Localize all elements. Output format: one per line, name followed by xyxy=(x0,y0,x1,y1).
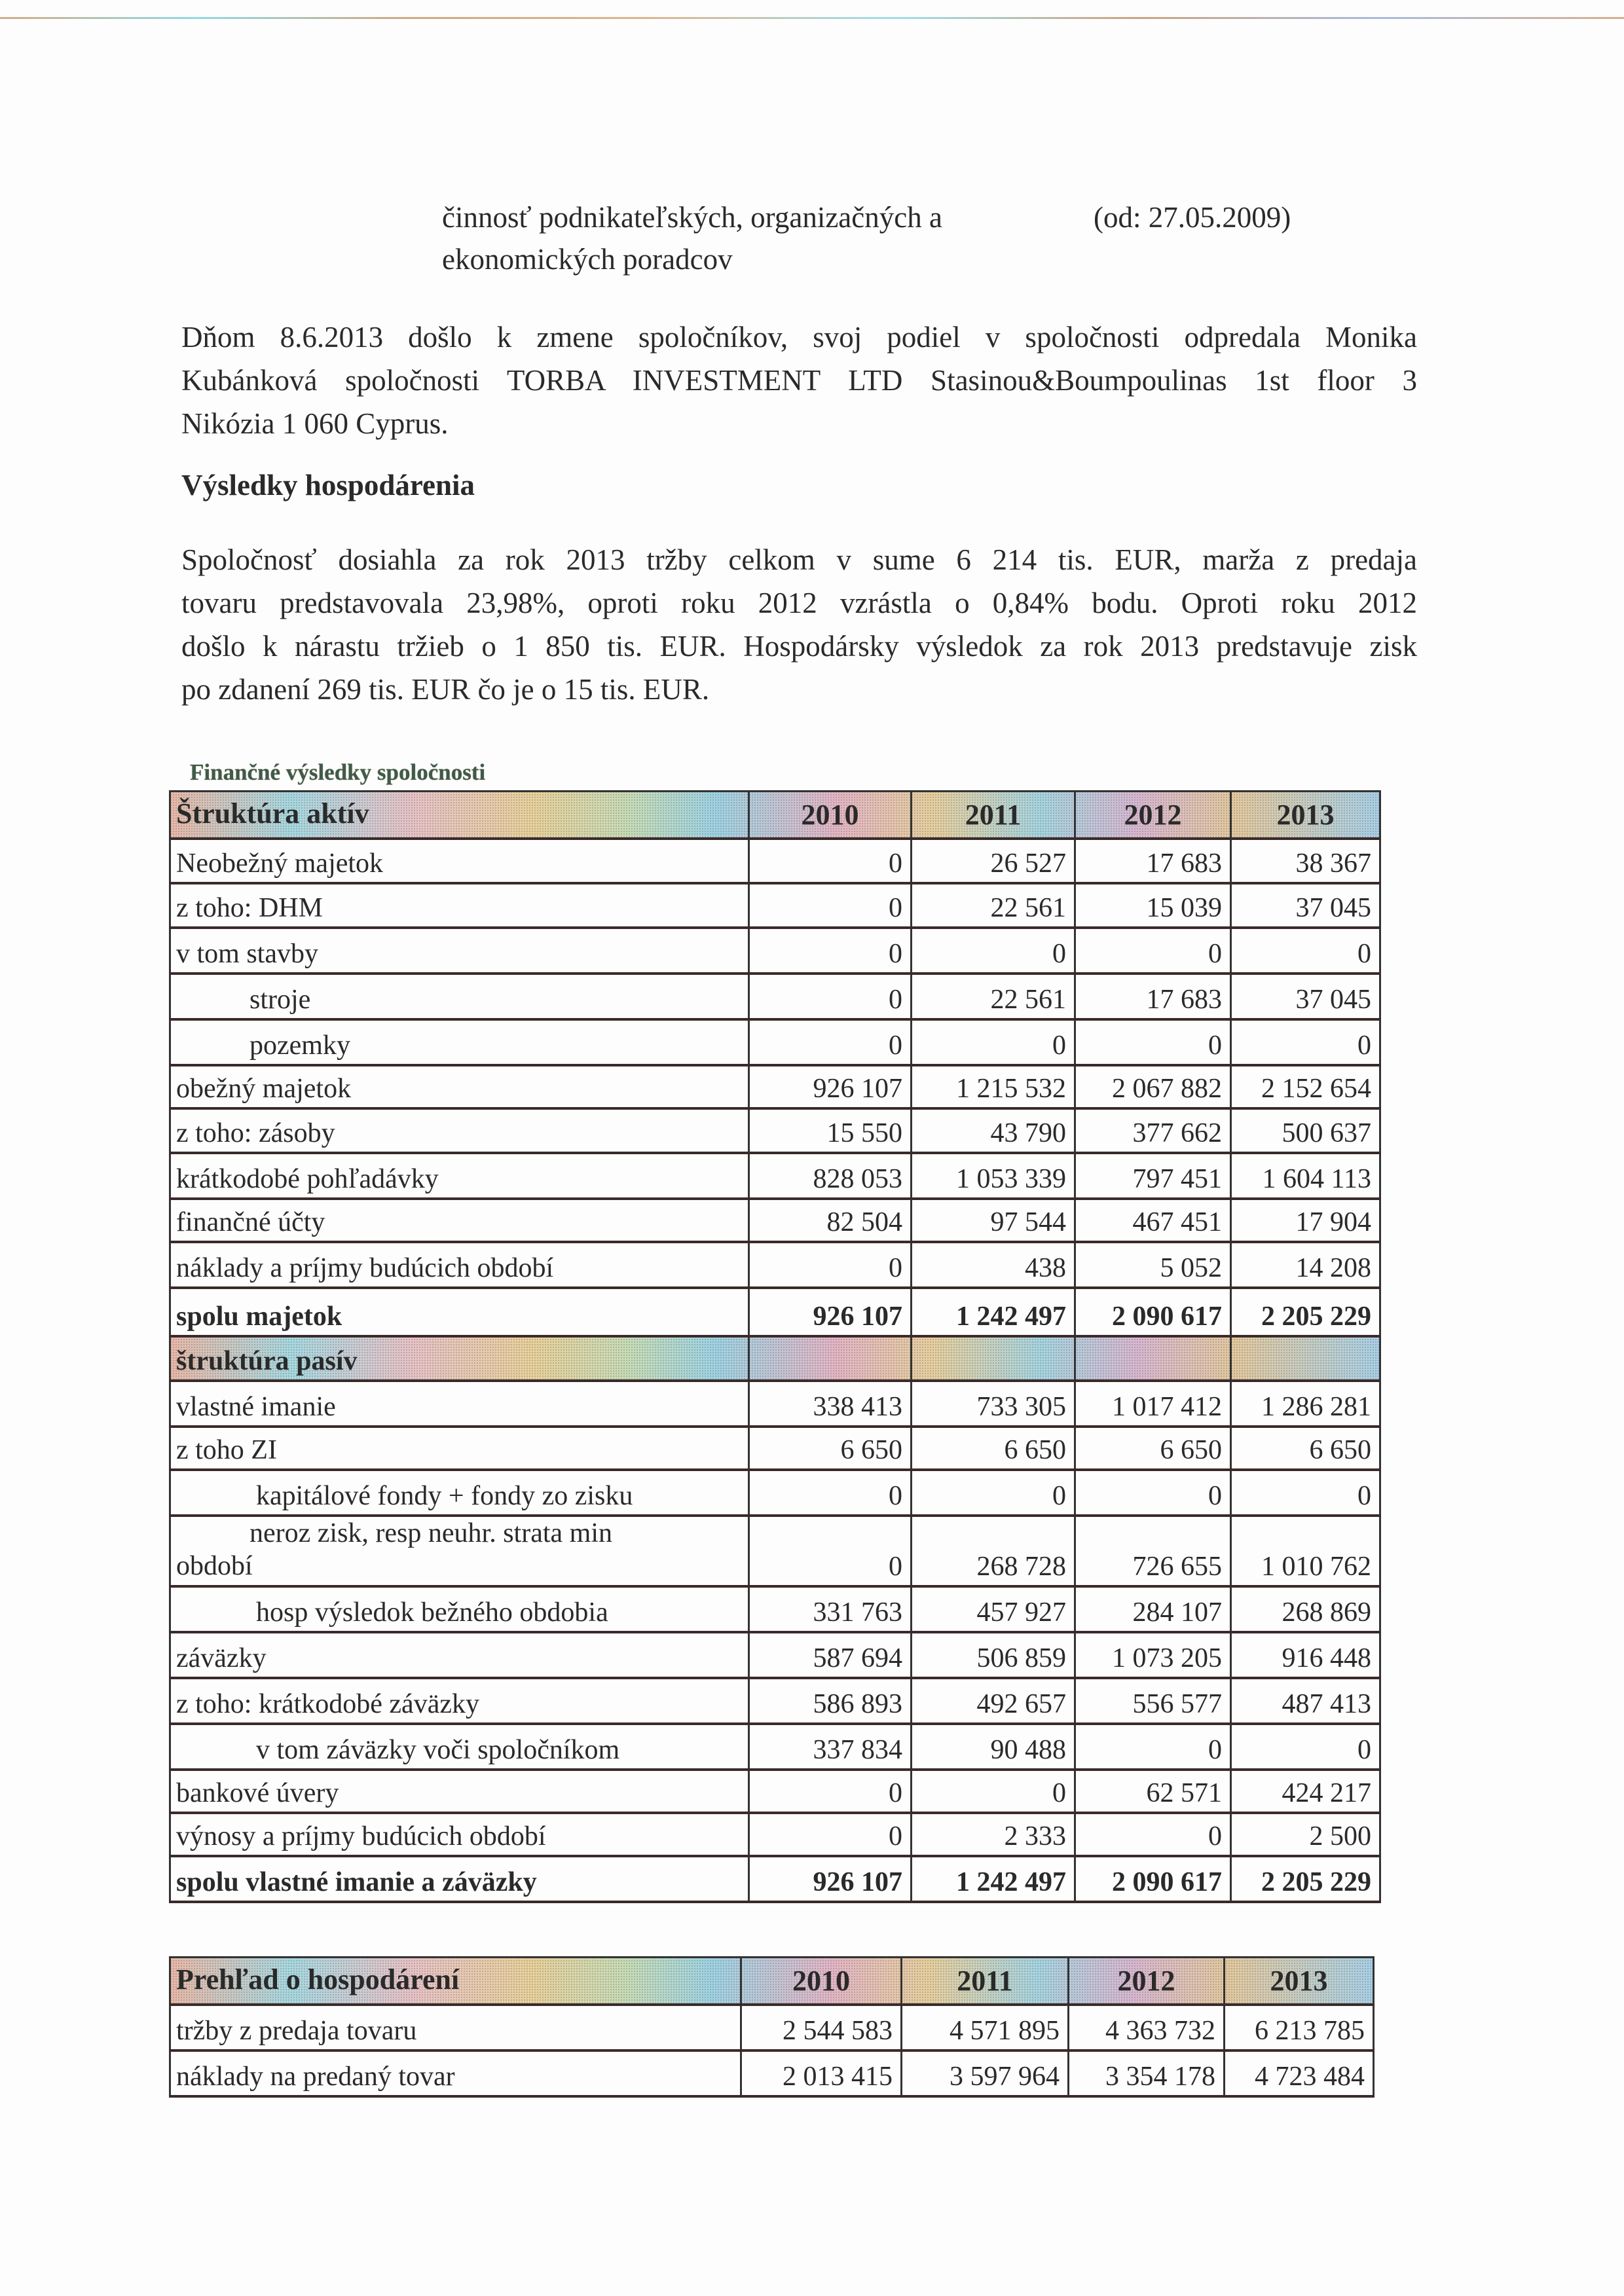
paragraph-line: Nikózia 1 060 Cyprus. xyxy=(181,407,449,440)
results-paragraph xyxy=(181,538,1417,711)
value-cell: 0 xyxy=(1231,1470,1380,1516)
value-cell: 457 927 xyxy=(912,1586,1075,1632)
value-cell: 2 090 617 xyxy=(1075,1288,1231,1336)
value-cell: 0 xyxy=(749,928,912,974)
table-row xyxy=(170,2005,1374,2050)
value-cell: 438 xyxy=(912,1242,1075,1288)
value-cell: 0 xyxy=(749,1019,912,1065)
value-cell: 0 xyxy=(1075,1813,1231,1856)
row-label: v tom stavby xyxy=(170,928,749,974)
table-row xyxy=(170,1153,1380,1199)
value-cell: 556 577 xyxy=(1075,1678,1231,1724)
row-label-line-1: neroz zisk, resp neuhr. strata min xyxy=(249,1518,612,1548)
table-row xyxy=(170,2050,1374,2096)
value-cell: 1 242 497 xyxy=(912,1856,1075,1902)
value-cell: 0 xyxy=(912,928,1075,974)
section-header-cell xyxy=(749,1336,912,1381)
value-cell: 1 242 497 xyxy=(912,1288,1075,1336)
row-label: náklady a príjmy budúcich období xyxy=(170,1242,749,1288)
table-row xyxy=(170,883,1380,928)
results-section-title: Výsledky hospodárenia xyxy=(181,469,475,501)
year-header: 2012 xyxy=(1069,1958,1225,2005)
value-cell: 916 448 xyxy=(1231,1632,1380,1678)
value-cell: 6 213 785 xyxy=(1225,2005,1374,2050)
value-cell: 586 893 xyxy=(749,1678,912,1724)
value-cell: 2 205 229 xyxy=(1231,1856,1380,1902)
value-cell: 4 723 484 xyxy=(1225,2050,1374,2096)
value-cell: 0 xyxy=(749,1770,912,1813)
value-cell: 2 152 654 xyxy=(1231,1065,1380,1108)
value-cell: 0 xyxy=(1075,1019,1231,1065)
value-cell: 5 052 xyxy=(1075,1242,1231,1288)
year-header: 2010 xyxy=(741,1958,902,2005)
value-cell: 1 010 762 xyxy=(1231,1516,1380,1586)
value-cell: 0 xyxy=(912,1470,1075,1516)
value-cell: 4 571 895 xyxy=(902,2005,1069,2050)
section-header-cell xyxy=(912,1336,1075,1381)
value-cell: 926 107 xyxy=(749,1065,912,1108)
value-cell: 2 333 xyxy=(912,1813,1075,1856)
row-label: náklady na predaný tovar xyxy=(170,2050,741,2096)
value-cell: 0 xyxy=(749,839,912,883)
section-header-cell xyxy=(1075,1336,1231,1381)
value-cell: 926 107 xyxy=(749,1856,912,1902)
value-cell: 3 597 964 xyxy=(902,2050,1069,2096)
value-cell: 62 571 xyxy=(1075,1770,1231,1813)
value-cell: 0 xyxy=(749,1242,912,1288)
section-header-label: štruktúra pasív xyxy=(170,1336,749,1381)
value-cell: 0 xyxy=(749,1470,912,1516)
value-cell: 2 013 415 xyxy=(741,2050,902,2096)
value-cell: 2 067 882 xyxy=(1075,1065,1231,1108)
value-cell: 6 650 xyxy=(912,1427,1075,1470)
row-label: spolu vlastné imanie a záväzky xyxy=(170,1856,749,1902)
value-cell: 37 045 xyxy=(1231,883,1380,928)
value-cell: 1 286 281 xyxy=(1231,1381,1380,1427)
table-row xyxy=(170,1019,1380,1065)
year-header: 2011 xyxy=(902,1958,1069,2005)
value-cell: 1 053 339 xyxy=(912,1153,1075,1199)
value-cell: 97 544 xyxy=(912,1199,1075,1242)
value-cell: 38 367 xyxy=(1231,839,1380,883)
table-row xyxy=(170,1516,1380,1586)
table-row xyxy=(170,1065,1380,1108)
value-cell: 0 xyxy=(1075,928,1231,974)
table-row xyxy=(170,1242,1380,1288)
table-row xyxy=(170,1856,1380,1902)
value-cell: 726 655 xyxy=(1075,1516,1231,1586)
value-cell: 0 xyxy=(749,974,912,1019)
row-label: z toho: zásoby xyxy=(170,1108,749,1153)
value-cell: 14 208 xyxy=(1231,1242,1380,1288)
value-cell: 17 683 xyxy=(1075,974,1231,1019)
year-header: 2013 xyxy=(1231,792,1380,839)
table-row xyxy=(170,1427,1380,1470)
table-row xyxy=(170,1470,1380,1516)
table-row xyxy=(170,1199,1380,1242)
value-cell: 6 650 xyxy=(1231,1427,1380,1470)
value-cell: 2 500 xyxy=(1231,1813,1380,1856)
value-cell: 0 xyxy=(912,1770,1075,1813)
row-label: stroje xyxy=(170,974,749,1019)
business-overview-table xyxy=(169,1956,1375,2098)
table-row xyxy=(170,1770,1380,1813)
row-label: tržby z predaja tovaru xyxy=(170,2005,741,2050)
row-label: spolu majetok xyxy=(170,1288,749,1336)
row-label-line-2: období xyxy=(176,1550,253,1581)
row-label xyxy=(170,1516,749,1586)
section-header-label: Štruktúra aktív xyxy=(170,792,749,839)
table-row xyxy=(170,1586,1380,1632)
table-row xyxy=(170,1108,1380,1153)
value-cell: 15 550 xyxy=(749,1108,912,1153)
value-cell: 467 451 xyxy=(1075,1199,1231,1242)
value-cell: 0 xyxy=(1231,1724,1380,1770)
table-row xyxy=(170,1381,1380,1427)
value-cell: 733 305 xyxy=(912,1381,1075,1427)
paragraph-line: po zdanení 269 tis. EUR čo je o 15 tis. EUR. xyxy=(181,673,710,706)
value-cell: 26 527 xyxy=(912,839,1075,883)
row-label: Neobežný majetok xyxy=(170,839,749,883)
value-cell: 487 413 xyxy=(1231,1678,1380,1724)
year-header: 2013 xyxy=(1225,1958,1374,2005)
value-cell: 587 694 xyxy=(749,1632,912,1678)
paragraph-line: Dňom 8.6.2013 došlo k zmene spoločníkov, svoj podiel v spoločnosti odpredala Monika xyxy=(181,321,1417,354)
page-top-rule xyxy=(0,17,1624,19)
financial-table-caption: Finančné výsledky spoločnosti xyxy=(190,759,486,785)
section-header-label: Prehľad o hospodárení xyxy=(170,1958,741,2005)
row-label: výnosy a príjmy budúcich období xyxy=(170,1813,749,1856)
value-cell: 2 205 229 xyxy=(1231,1288,1380,1336)
row-label: krátkodobé pohľadávky xyxy=(170,1153,749,1199)
value-cell: 0 xyxy=(1075,1724,1231,1770)
row-label: záväzky xyxy=(170,1632,749,1678)
value-cell: 6 650 xyxy=(1075,1427,1231,1470)
value-cell: 377 662 xyxy=(1075,1108,1231,1153)
row-label: z toho ZI xyxy=(170,1427,749,1470)
year-header: 2010 xyxy=(749,792,912,839)
table-row xyxy=(170,1678,1380,1724)
value-cell: 268 728 xyxy=(912,1516,1075,1586)
value-cell: 4 363 732 xyxy=(1069,2005,1225,2050)
liabilities-header-row xyxy=(170,1336,1380,1381)
paragraph-line: tovaru predstavovala 23,98%, oproti roku 2012 vzrástla o 0,84% bodu. Oproti roku 2012 xyxy=(181,587,1417,619)
row-label: v tom záväzky voči spoločníkom xyxy=(170,1724,749,1770)
paragraph-line: Kubánková spoločnosti TORBA INVESTMENT LTD Stasinou&Boumpoulinas 1st floor 3 xyxy=(181,364,1417,397)
value-cell: 337 834 xyxy=(749,1724,912,1770)
value-cell: 2 090 617 xyxy=(1075,1856,1231,1902)
row-label: finančné účty xyxy=(170,1199,749,1242)
financial-results-table xyxy=(169,790,1381,1903)
row-label: bankové úvery xyxy=(170,1770,749,1813)
activity-line-1: činnosť podnikateľských, organizačných a xyxy=(442,201,942,234)
table-row xyxy=(170,928,1380,974)
value-cell: 0 xyxy=(1231,1019,1380,1065)
value-cell: 0 xyxy=(912,1019,1075,1065)
table-row xyxy=(170,1724,1380,1770)
value-cell: 1 073 205 xyxy=(1075,1632,1231,1678)
row-label: pozemky xyxy=(170,1019,749,1065)
value-cell: 284 107 xyxy=(1075,1586,1231,1632)
value-cell: 6 650 xyxy=(749,1427,912,1470)
business-activity-text xyxy=(442,196,942,280)
value-cell: 331 763 xyxy=(749,1586,912,1632)
activity-since-date: (od: 27.05.2009) xyxy=(1094,201,1291,234)
row-label: vlastné imanie xyxy=(170,1381,749,1427)
row-label: hosp výsledok bežného obdobia xyxy=(170,1586,749,1632)
activity-line-2: ekonomických poradcov xyxy=(442,243,733,276)
partners-change-paragraph xyxy=(181,316,1417,445)
row-label: z toho: krátkodobé záväzky xyxy=(170,1678,749,1724)
value-cell: 268 869 xyxy=(1231,1586,1380,1632)
value-cell: 15 039 xyxy=(1075,883,1231,928)
table-row xyxy=(170,1813,1380,1856)
value-cell: 1 604 113 xyxy=(1231,1153,1380,1199)
value-cell: 506 859 xyxy=(912,1632,1075,1678)
value-cell: 43 790 xyxy=(912,1108,1075,1153)
value-cell: 22 561 xyxy=(912,974,1075,1019)
value-cell: 338 413 xyxy=(749,1381,912,1427)
section-header-cell xyxy=(1231,1336,1380,1381)
year-header: 2012 xyxy=(1075,792,1231,839)
value-cell: 2 544 583 xyxy=(741,2005,902,2050)
value-cell: 0 xyxy=(749,1813,912,1856)
table-row xyxy=(170,1288,1380,1336)
value-cell: 82 504 xyxy=(749,1199,912,1242)
value-cell: 926 107 xyxy=(749,1288,912,1336)
value-cell: 828 053 xyxy=(749,1153,912,1199)
value-cell: 3 354 178 xyxy=(1069,2050,1225,2096)
value-cell: 0 xyxy=(749,1516,912,1586)
value-cell: 0 xyxy=(749,883,912,928)
paragraph-line: došlo k nárastu tržieb o 1 850 tis. EUR. Hospodársky výsledok za rok 2013 predstavuje zisk xyxy=(181,630,1417,663)
value-cell: 492 657 xyxy=(912,1678,1075,1724)
year-header: 2011 xyxy=(912,792,1075,839)
assets-header-row xyxy=(170,792,1380,839)
table-row xyxy=(170,1632,1380,1678)
value-cell: 17 683 xyxy=(1075,839,1231,883)
value-cell: 17 904 xyxy=(1231,1199,1380,1242)
value-cell: 1 017 412 xyxy=(1075,1381,1231,1427)
row-label: obežný majetok xyxy=(170,1065,749,1108)
value-cell: 500 637 xyxy=(1231,1108,1380,1153)
value-cell: 0 xyxy=(1231,928,1380,974)
row-label: kapitálové fondy + fondy zo zisku xyxy=(170,1470,749,1516)
value-cell: 797 451 xyxy=(1075,1153,1231,1199)
overview-header-row xyxy=(170,1958,1374,2005)
value-cell: 424 217 xyxy=(1231,1770,1380,1813)
value-cell: 90 488 xyxy=(912,1724,1075,1770)
value-cell: 37 045 xyxy=(1231,974,1380,1019)
paragraph-line: Spoločnosť dosiahla za rok 2013 tržby celkom v sume 6 214 tis. EUR, marža z predaja xyxy=(181,543,1417,576)
value-cell: 22 561 xyxy=(912,883,1075,928)
value-cell: 1 215 532 xyxy=(912,1065,1075,1108)
table-row xyxy=(170,839,1380,883)
table-row xyxy=(170,974,1380,1019)
row-label: z toho: DHM xyxy=(170,883,749,928)
value-cell: 0 xyxy=(1075,1470,1231,1516)
